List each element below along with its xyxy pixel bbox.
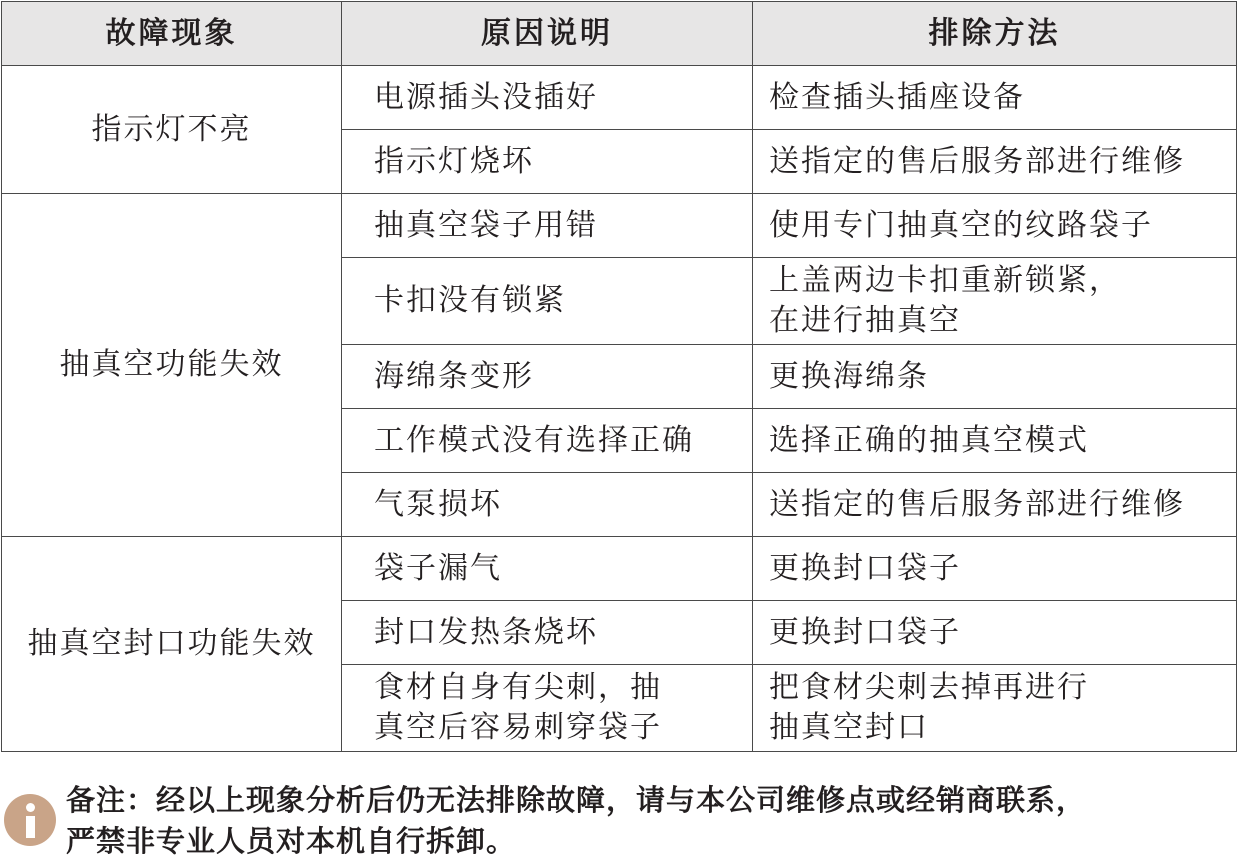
fix-cell: 更换封口袋子 [753,537,1237,601]
fix-cell-text: 把食材尖刺去掉再进行 抽真空封口 [769,670,1089,745]
info-icon [4,794,56,846]
symptom-cell: 指示灯不亮 [2,66,342,194]
cause-cell: 抽真空袋子用错 [342,194,753,258]
fix-cell: 更换海绵条 [753,345,1237,409]
cause-cell: 气泵损坏 [342,473,753,537]
cause-cell [342,665,753,752]
fix-cell: 送指定的售后服务部进行维修 [753,473,1237,537]
cause-cell: 袋子漏气 [342,537,753,601]
table-header-row [2,2,1237,66]
fix-cell-text: 上盖两边卡扣重新锁紧， 在进行抽真空 [769,263,1121,338]
header-symptom: 故障现象 [2,2,342,66]
cause-cell: 卡扣没有锁紧 [342,258,753,345]
header-cause: 原因说明 [342,2,753,66]
note-text: 备注：经以上现象分析后仍无法排除故障，请与本公司维修点或经销商联系， 严禁非专业人员对本机自行拆卸。 [66,783,1087,858]
fix-cell: 选择正确的抽真空模式 [753,409,1237,473]
troubleshooting-table [1,1,1237,752]
symptom-cell: 抽真空功能失效 [2,194,342,537]
fix-cell: 检查插头插座设备 [753,66,1237,130]
cause-cell: 封口发热条烧坏 [342,601,753,665]
table-row [2,537,1237,601]
note-section [0,772,1238,864]
cause-cell-text: 食材自身有尖刺，抽 真空后容易刺穿袋子 [374,670,662,745]
cause-cell: 工作模式没有选择正确 [342,409,753,473]
cause-cell: 海绵条变形 [342,345,753,409]
table-row [2,194,1237,258]
fix-cell: 更换封口袋子 [753,601,1237,665]
fix-cell [753,258,1237,345]
symptom-cell: 抽真空封口功能失效 [2,537,342,752]
table-row [2,66,1237,130]
fix-cell: 送指定的售后服务部进行维修 [753,130,1237,194]
cause-cell: 电源插头没插好 [342,66,753,130]
cause-cell: 指示灯烧坏 [342,130,753,194]
fix-cell [753,665,1237,752]
fix-cell: 使用专门抽真空的纹路袋子 [753,194,1237,258]
header-fix: 排除方法 [753,2,1237,66]
